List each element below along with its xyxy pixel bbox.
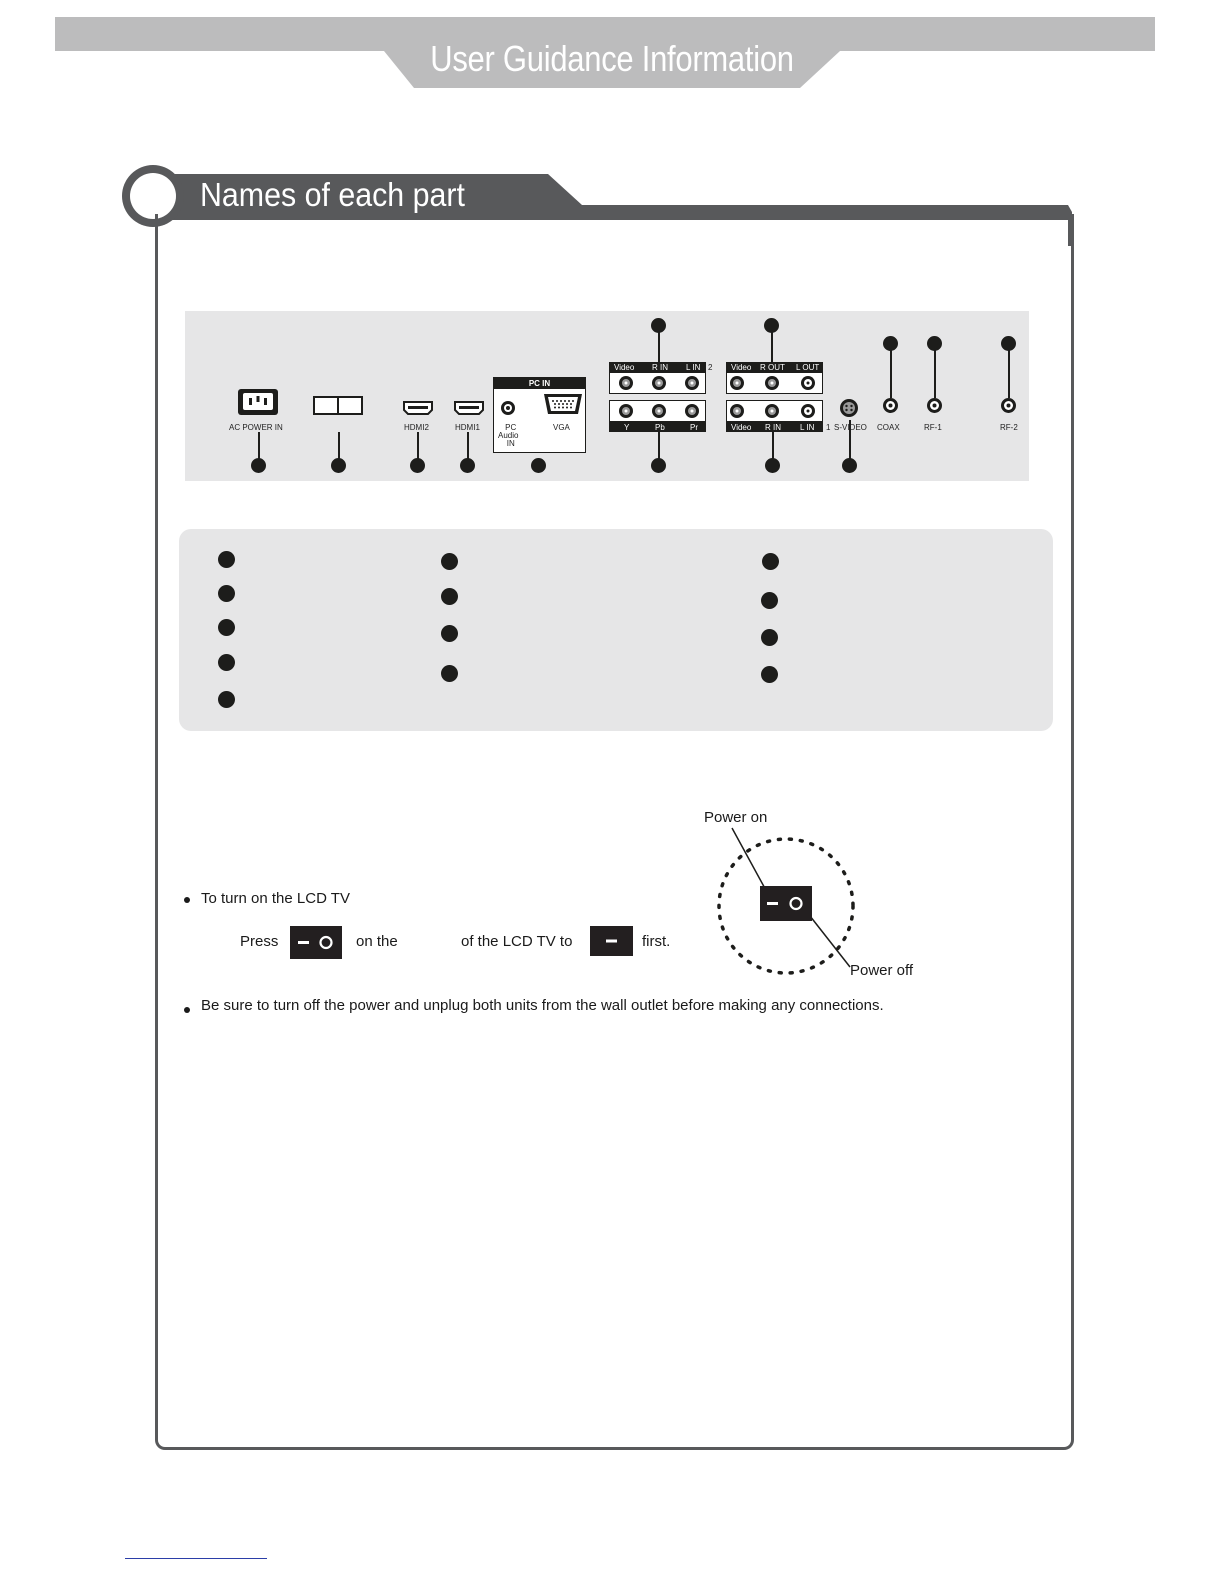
power-off-label: Power off <box>850 962 914 979</box>
press-text: Press <box>240 933 279 950</box>
pc-in-header: PC IN <box>494 378 585 389</box>
ypbpr-pb-label: Pb <box>655 423 665 432</box>
power-switch-dash-icon <box>590 926 633 956</box>
legend-marker <box>441 625 458 642</box>
power-on-label: Power on <box>704 809 768 826</box>
hdmi2-label: HDMI2 <box>404 423 429 432</box>
callout-line <box>658 432 660 460</box>
rf1-port-icon <box>926 397 943 414</box>
av2-number-label: 2 <box>708 363 713 372</box>
connection-warning-text: Be sure to turn off the power and unplug both units from the wall outlet before making any connections. <box>201 997 884 1014</box>
footer-rule <box>125 1558 267 1559</box>
section-title: Names of each part <box>200 176 465 213</box>
rf1-label: RF-1 <box>924 423 942 432</box>
out-l-out-label: L OUT <box>796 363 820 372</box>
callout-line <box>771 330 773 363</box>
pc-audio-in-label: PC Audio IN <box>498 423 519 448</box>
callout-line <box>1008 348 1010 398</box>
ypbpr-pr-label: Pr <box>690 423 698 432</box>
power-switch-on-icon <box>290 926 342 959</box>
legend-marker <box>218 691 235 708</box>
legend-marker <box>761 629 778 646</box>
callout-line <box>467 432 469 460</box>
parts-legend-box <box>179 529 1053 731</box>
legend-marker <box>218 551 235 568</box>
legend-marker <box>762 553 779 570</box>
av1-number-label: 1 <box>826 423 831 432</box>
vga-label: VGA <box>553 423 570 432</box>
first-text: first. <box>642 933 671 950</box>
legend-marker <box>218 619 235 636</box>
callout-line <box>772 432 774 460</box>
callout-line <box>417 432 419 460</box>
ac-power-in-label: AC POWER IN <box>229 423 283 432</box>
callout-dot <box>460 458 475 473</box>
bullet <box>184 897 190 903</box>
ypbpr-y-label: Y <box>624 423 630 432</box>
av1-jack-icons <box>727 401 823 421</box>
hdmi2-port-icon <box>403 401 433 415</box>
rear-panel-diagram <box>185 311 1029 481</box>
on-the-text: on the <box>356 933 398 950</box>
av1-video-label: Video <box>731 423 752 432</box>
coax-label: COAX <box>877 423 900 432</box>
callout-line <box>338 432 340 460</box>
legend-marker <box>218 585 235 602</box>
s-video-port-icon <box>839 398 859 418</box>
ypbpr-jack-icons <box>610 401 706 421</box>
av2-jack-icons <box>610 373 706 393</box>
coax-port-icon <box>882 397 899 414</box>
callout-line <box>258 432 260 460</box>
page-header-title: User Guidance Information <box>430 38 794 79</box>
callout-dot <box>842 458 857 473</box>
legend-marker <box>218 654 235 671</box>
av2-video-label: Video <box>614 363 635 372</box>
out-video-label: Video <box>731 363 752 372</box>
av1-l-in-label: L IN <box>800 423 815 432</box>
callout-dot <box>251 458 266 473</box>
av-out-jack-icons <box>727 373 823 393</box>
av1-r-in-label: R IN <box>765 423 781 432</box>
legend-marker <box>761 666 778 683</box>
callout-line <box>658 330 660 363</box>
av2-l-in-label: L IN <box>686 363 701 372</box>
hdmi1-label: HDMI1 <box>455 423 480 432</box>
av2-r-in-label: R IN <box>652 363 668 372</box>
legend-marker <box>441 553 458 570</box>
rf2-label: RF-2 <box>1000 423 1018 432</box>
callout-line <box>934 348 936 398</box>
callout-dot <box>765 458 780 473</box>
vga-port-icon <box>543 393 583 415</box>
callout-dot <box>531 458 546 473</box>
power-switch-icon <box>313 396 363 415</box>
legend-marker <box>441 588 458 605</box>
legend-marker <box>441 665 458 682</box>
turn-on-heading: To turn on the LCD TV <box>201 890 350 907</box>
legend-marker <box>761 592 778 609</box>
of-the-lcd-tv-to-text: of the LCD TV to <box>461 933 573 950</box>
out-r-out-label: R OUT <box>760 363 785 372</box>
s-video-label: S-VIDEO <box>834 423 867 432</box>
rf2-port-icon <box>1000 397 1017 414</box>
pc-audio-jack-icon <box>500 400 516 416</box>
hdmi1-port-icon <box>454 401 484 415</box>
callout-dot <box>331 458 346 473</box>
callout-dot <box>410 458 425 473</box>
callout-line <box>890 348 892 398</box>
ac-power-socket-icon <box>237 388 279 416</box>
callout-dot <box>651 458 666 473</box>
bullet <box>184 1007 190 1013</box>
